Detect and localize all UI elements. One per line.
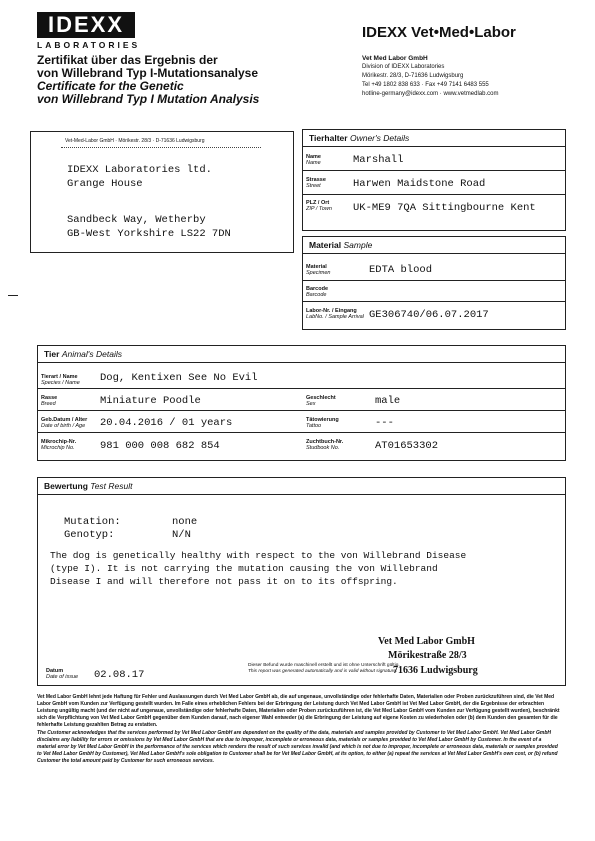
auto-report-note-de: Dieser Befund wurde maschinell erstellt und ist ohne Unterschrift gültig. [248, 663, 400, 668]
owner-header [303, 130, 565, 147]
lab-address-block [362, 54, 582, 99]
title-de-1: Zertifikat über das Ergebnis der [37, 53, 218, 67]
recipient-address-box [30, 131, 294, 253]
chip-value: 981 000 008 682 854 [100, 440, 220, 452]
chip-label [41, 439, 76, 451]
breed-value: Miniature Poodle [100, 395, 201, 407]
animal-divider-2 [38, 410, 565, 411]
issue-date-label [46, 668, 78, 680]
owner-header-de: Tierhalter [309, 133, 348, 143]
owner-details-box [302, 129, 566, 231]
owner-zip-label-de: PLZ / Ort [306, 200, 330, 206]
test-result-box [37, 477, 566, 686]
owner-name: Marshall [353, 154, 404, 166]
studbook-label-en: Studbook No. [306, 445, 340, 451]
owner-street-label-de: Strasse [306, 177, 326, 183]
sample-divider-2 [303, 301, 565, 302]
owner-divider-2 [303, 194, 565, 195]
lab-phone: Tel +49 1802 838 633 · Fax +49 7141 6483 555 [362, 82, 489, 88]
lab-name: Vet Med Labor GmbH [362, 55, 428, 62]
sender-line: Vet-Med-Labor GmbH · Mörikestr. 28/3 · D-71636 Ludwigsburg [65, 138, 205, 144]
idexx-logo [37, 12, 141, 50]
lab-stamp-3: 71636 Ludwigsburg [393, 665, 478, 676]
disclaimer-en: The Customer acknowledges that the services performed by Vet Med Labor GmbH are dependent on the quality of the data, materials and samples provided by Customer to Vet Med Labor GmbH. Vet Med Labor GmbH disclaims any liability for errors or omissions by Vet Med Labor GmbH that are due to improper, incomplete or erroneous data, materials or samples provided to Vet Med Labor GmbH by Customer. In the event of a material error by Vet Med Labor GmbH in the performance of the services which renders the result of such services invalid (and which is not due to improper, incomplete or erroneous data, materials or samples provided to Vet Med Labor GmbH by Customer), Vet Med Labor GmbH's sole obligation to Customer shall be for Vet Med Labor GmbH, at its option, to either (a) repeat the services at Vet Med Labor GmbH's own cost, or (b) refund Customer the total amount paid by Customer for such erroneous services. [37, 730, 558, 764]
sample-divider-1 [303, 280, 565, 281]
dob-label [41, 417, 87, 429]
species-label [41, 374, 80, 386]
logo-wordmark: IDEXX [37, 12, 135, 38]
specimen-label-en: Specimen [306, 270, 331, 276]
dob-label-de: Geb.Datum / Alter [41, 417, 88, 423]
species-label-en: Species / Name [41, 380, 80, 386]
issue-date-label-de: Datum [46, 668, 64, 674]
owner-header-en: Owner's Details [349, 133, 410, 143]
address-line-2: Grange House [67, 178, 143, 190]
result-text-1: The dog is genetically healthy with respect to the von Willebrand Disease [50, 550, 467, 561]
sex-label [306, 395, 336, 407]
tattoo-label-de: Tätowierung [306, 417, 339, 423]
sender-divider [61, 147, 261, 148]
title-de-2: von Willebrand Typ I-Mutationsanalyse [37, 66, 259, 80]
studbook-value: AT01653302 [375, 440, 439, 452]
lab-address: Mörikestr. 28/3, D-71636 Ludwigsburg [362, 73, 464, 79]
mutation-value: none [172, 516, 198, 528]
owner-name-label-de: Name [306, 154, 321, 160]
fold-mark [8, 295, 18, 296]
sex-label-de: Geschlecht [306, 395, 336, 401]
animal-divider-1 [38, 388, 565, 389]
owner-zip-town: UK-ME9 7QA Sittingbourne Kent [353, 202, 536, 214]
specimen-value: EDTA blood [369, 264, 433, 276]
labno-value: GE306740/06.07.2017 [369, 309, 489, 321]
auto-report-note [248, 663, 408, 675]
tattoo-label [306, 417, 339, 429]
chip-label-en: Microchip No. [41, 445, 75, 451]
auto-report-note-en: This report was generated automatically and is valid without signature. [248, 669, 398, 674]
breed-label-en: Breed [41, 401, 56, 407]
chip-label-de: Mikrochip-Nr. [41, 439, 77, 445]
sex-label-en: Sex [306, 401, 316, 407]
sample-header [303, 237, 565, 254]
owner-zip-label [306, 200, 332, 212]
owner-divider-1 [303, 170, 565, 171]
labno-label [306, 308, 364, 320]
genotype-label: Genotyp: [64, 529, 115, 541]
animal-details-box [37, 345, 566, 461]
mutation-label: Mutation: [64, 516, 121, 528]
lab-web: hotline-germany@idexx.com · www.vetmedlab.com [362, 91, 499, 97]
logo-subtitle: LABORATORIES [37, 40, 141, 50]
sample-header-de: Material [309, 240, 342, 250]
result-header-en: Test Result [90, 481, 133, 491]
animal-divider-3 [38, 432, 565, 433]
result-text-2: (type I). It is not carrying the mutation causing the von Willebrand [50, 563, 438, 574]
sex-value: male [375, 395, 401, 407]
title-en-1: Certificate for the Genetic [37, 79, 184, 93]
issue-date-value: 02.08.17 [94, 669, 145, 681]
address-line-4: GB-West Yorkshire LS22 7DN [67, 228, 231, 240]
labno-label-en: LabNo. / Sample Arrival [306, 314, 364, 320]
animal-header-en: Animal's Details [61, 349, 123, 359]
dob-label-en: Date of birth / Age [41, 423, 86, 429]
result-header-de: Bewertung [44, 481, 88, 491]
specimen-label [306, 264, 330, 276]
tattoo-label-en: Tattoo [306, 423, 322, 429]
genotype-value: N/N [172, 529, 191, 541]
animal-header-de: Tier [44, 349, 60, 359]
address-line-1: IDEXX Laboratories ltd. [67, 164, 212, 176]
owner-street: Harwen Maidstone Road [353, 178, 486, 190]
species-label-de: Tierart / Name [41, 374, 78, 380]
lab-stamp-2: Mörikestraße 28/3 [388, 650, 467, 661]
owner-street-label [306, 177, 326, 189]
breed-label [41, 395, 57, 407]
lab-stamp-1: Vet Med Labor GmbH [378, 636, 475, 647]
labno-label-de: Labor-Nr. / Eingang [306, 308, 357, 314]
footer-disclaimer [37, 694, 562, 766]
owner-zip-label-en: ZIP / Town [306, 206, 332, 212]
species-value: Dog, Kentixen See No Evil [100, 372, 258, 384]
animal-header [38, 346, 565, 363]
specimen-label-de: Material [306, 264, 327, 270]
brand-name: IDEXX Vet•Med•Labor [362, 24, 516, 41]
tattoo-value: --- [375, 417, 394, 429]
breed-label-de: Rasse [41, 395, 58, 401]
studbook-label-de: Zuchtbuch-Nr. [306, 439, 344, 445]
sample-header-en: Sample [343, 240, 373, 250]
issue-date-label-en: Date of issue [46, 674, 79, 680]
certificate-title [37, 54, 337, 106]
barcode-label-de: Barcode [306, 286, 329, 292]
owner-name-label-en: Name [306, 160, 321, 166]
result-text-3: Disease I and will therefore not pass it on to its offspring. [50, 576, 398, 587]
result-header [38, 478, 565, 495]
owner-name-label [306, 154, 321, 166]
title-en-2: von Willebrand Typ I Mutation Analysis [37, 92, 260, 106]
lab-division: Division of IDEXX Laboratories [362, 64, 445, 70]
disclaimer-de: Vet Med Labor GmbH lehnt jede Haftung für Fehler und Auslassungen durch Vet Med Labor GmbH ab, die auf ungenaue, unvollständige oder fehlerhafte Daten, Materialien oder Proben zurückzuführen sind, die Vet Med Labor GmbH vom Kunden zur Verfügung gestellt wurden. Im Falle eines erheblichen Fehlers bei der Erbringung der Leistung durch Vet Med Labor GmbH ist Vet Med Labor GmbH, der die Ergebnisse der erbrachten Leistung ungültig macht (und der nicht auf ungenaue, unvollständige oder fehlerhafte Daten, Materialien oder Proben zurückzuführen ist, die Vet Med Labor GmbH vom Kunden zur Verfügung gestellt wurden), beschränkt sich die Verpflichtung von Vet Med Labor GmbH gegenüber dem Kunden darauf, nach eigener Wahl entweder (a) die Erbringung der Leistung auf eigene Kosten zu wiederholen oder (b) dem Kunden den gesamten für die fehlerhafte Leistung gezahlten Betrag zu erstatten. [37, 694, 560, 728]
barcode-label-en: Barcode [306, 292, 327, 298]
barcode-label [306, 286, 328, 298]
address-line-3: Sandbeck Way, Wetherby [67, 214, 206, 226]
owner-street-label-en: Street [306, 183, 321, 189]
studbook-label [306, 439, 343, 451]
sample-details-box [302, 236, 566, 330]
dob-value: 20.04.2016 / 01 years [100, 417, 233, 429]
